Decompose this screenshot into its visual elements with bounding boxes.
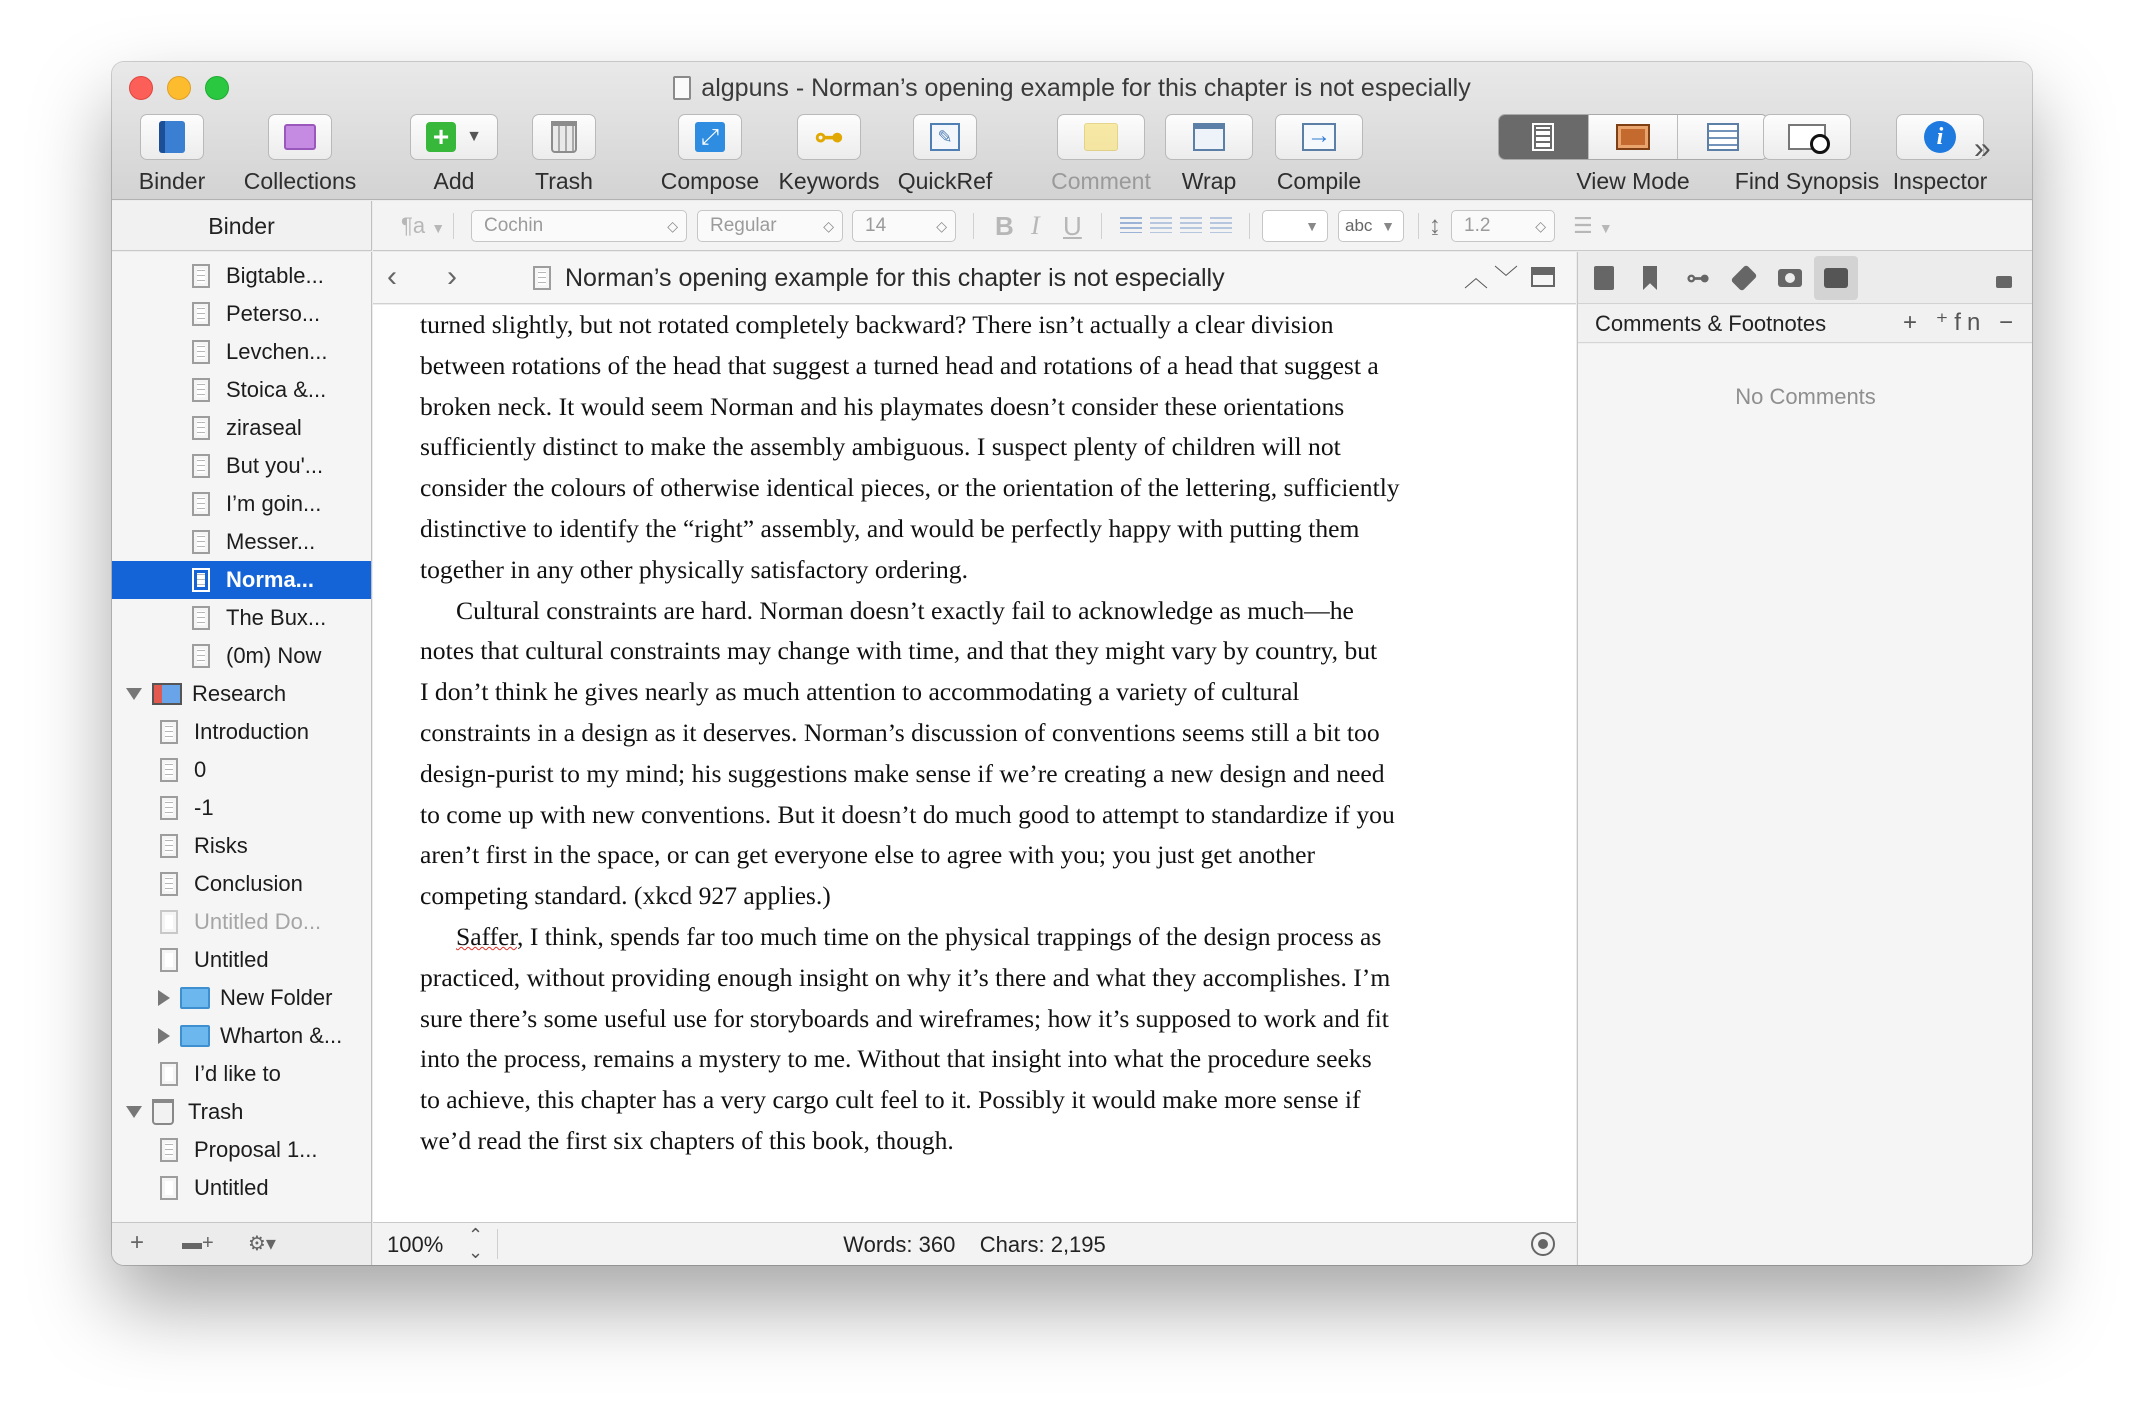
binder-item-label: Conclusion <box>194 871 303 896</box>
binder-button[interactable] <box>127 114 217 195</box>
text-line: we’d read the first six chapters of this book, though. <box>420 1125 954 1155</box>
binder-item-label: I’d like to <box>194 1061 281 1086</box>
view-mode-label: View Mode <box>1576 168 1690 194</box>
binder-item-label: (0m) Now <box>226 643 322 668</box>
compile-label: Compile <box>1276 168 1362 194</box>
text-line: to achieve, this chapter has a very cargo cult feel to it. Possibly it would make more sense if <box>420 1085 1361 1115</box>
font-family-select[interactable] <box>471 210 687 242</box>
text-line: aren’t first in the space, or can get everyone else to agree with you; you just get another <box>420 840 1315 870</box>
separator <box>453 213 454 239</box>
binder-item-label: Untitled <box>194 947 269 972</box>
highlight-value: abc <box>1345 216 1373 235</box>
binder-item[interactable] <box>112 865 372 903</box>
binder-item[interactable] <box>112 637 372 675</box>
tab-keywords[interactable] <box>1682 262 1714 294</box>
text-line: to come up with new conventions. But it doesn’t do much good to attempt to standardize if you <box>420 799 1395 829</box>
document-icon <box>160 796 178 820</box>
separator <box>1101 213 1102 239</box>
comment-label: Comment <box>1051 168 1151 194</box>
font-style-value: Regular <box>710 215 777 236</box>
binder-item[interactable] <box>112 827 372 865</box>
tag-icon <box>1731 265 1758 292</box>
text-line: distinctive to identify the “right” assembly, and would be perfectly happy with putting them <box>420 513 1360 543</box>
text-line: together in any other physically satisfactory ordering. <box>420 554 968 584</box>
lock-icon <box>1996 276 2012 288</box>
compose-icon: ⤢ <box>695 122 725 152</box>
document-icon <box>192 492 210 516</box>
add-button[interactable] <box>409 114 499 195</box>
app-window <box>112 62 2032 1265</box>
separator <box>1249 213 1250 239</box>
paragraph-style-label: ¶a <box>401 213 426 238</box>
document-icon <box>160 720 178 744</box>
line-spacing-icon: ↨ <box>1429 212 1441 239</box>
binder-label: Binder <box>138 168 206 194</box>
find-synopsis-icon <box>1788 124 1826 150</box>
binder-item-label: Levchen... <box>226 339 328 364</box>
binder-item[interactable] <box>112 599 372 637</box>
disclosure-triangle-icon[interactable] <box>158 990 170 1006</box>
binder-item[interactable] <box>112 447 372 485</box>
underline-button[interactable]: U <box>1063 211 1082 241</box>
separator <box>1418 213 1419 239</box>
word-count: Words: 360 <box>843 1232 956 1257</box>
binder-item[interactable] <box>112 333 372 371</box>
find-synopsis-label: Find Synopsis <box>1734 168 1880 194</box>
binder-item-label: Messer... <box>226 529 316 554</box>
binder-header: Binder <box>112 201 372 251</box>
view-mode-corkboard[interactable] <box>1589 115 1679 159</box>
trash-button[interactable] <box>519 114 609 195</box>
notes-icon <box>1594 266 1614 290</box>
split-editor-icon[interactable] <box>1531 267 1555 287</box>
settings-menu-button[interactable]: ⚙▾ <box>248 1233 276 1255</box>
trash-icon <box>152 1099 174 1125</box>
binder-item-label: Risks <box>194 833 248 858</box>
folder-icon <box>180 1025 210 1047</box>
binder-item-label: Research <box>192 681 287 706</box>
chevron-down-icon: ▼ <box>1598 220 1613 236</box>
comment-actions[interactable]: + ⁺fn − <box>1902 309 2019 336</box>
document-icon <box>192 302 210 326</box>
collections-icon <box>284 124 316 150</box>
add-folder-button[interactable]: ▬+ <box>182 1232 214 1254</box>
inspector-panel <box>1577 252 2032 1265</box>
font-size-value: 14 <box>865 215 887 236</box>
comments-header <box>1578 305 2032 343</box>
text-line: constraints in a design as it deserves. Norman’s discussion of conventions seems still a bit too <box>420 717 1380 747</box>
binder-item[interactable] <box>112 409 372 447</box>
binder-item-label: I’m goin... <box>226 491 322 516</box>
wrap-icon <box>1193 123 1225 151</box>
window-title-text: algpuns - Norman’s opening example for this chapter is not especially <box>701 74 1471 102</box>
binder-item[interactable] <box>112 903 372 941</box>
prev-next-document-buttons[interactable]: ︿﹀ <box>1464 265 1524 292</box>
document-body[interactable] <box>420 305 1530 1162</box>
italic-button[interactable]: I <box>1031 211 1040 240</box>
binder-sidebar <box>112 252 372 1222</box>
quickref-icon: ✎ <box>930 123 960 151</box>
lock-button[interactable] <box>1988 262 2020 294</box>
tab-notes[interactable] <box>1588 262 1620 294</box>
binder-item-label: The Bux... <box>226 605 327 630</box>
binder-item-label: Norma... <box>226 567 315 592</box>
line-spacing-value: 1.2 <box>1464 215 1491 236</box>
document-icon <box>160 834 178 858</box>
binder-item[interactable] <box>112 295 372 333</box>
quickref-button[interactable] <box>895 114 995 195</box>
word-char-count <box>373 1232 1576 1258</box>
binder-item[interactable] <box>112 1169 372 1207</box>
text-line: I don’t think he gives nearly as much attention to accommodating a variety of cultural <box>420 677 1300 707</box>
stepper-icon: ◇ <box>667 218 678 234</box>
document-icon <box>160 1138 178 1162</box>
collections-label: Collections <box>243 168 357 194</box>
wrap-button[interactable] <box>1164 114 1254 195</box>
binder-research-folder[interactable] <box>112 675 372 713</box>
inspector-tabs <box>1578 252 2032 304</box>
document-title-text: Norman’s opening example for this chapter is not especially <box>565 264 1225 292</box>
list-style-menu[interactable] <box>1573 210 1613 244</box>
text-line: into the process, remains a mystery to me. Without that insight into what the procedure seeks <box>420 1044 1372 1074</box>
binder-item[interactable] <box>112 789 372 827</box>
comment-icon <box>1084 123 1118 151</box>
binder-item[interactable] <box>112 523 372 561</box>
window-title <box>112 72 2032 104</box>
binder-item-label: Peterso... <box>226 301 321 326</box>
toolbar-overflow-icon[interactable]: » <box>1974 132 1991 165</box>
binder-folder[interactable] <box>112 979 372 1017</box>
document-icon <box>673 76 691 100</box>
char-count: Chars: 2,195 <box>979 1232 1106 1257</box>
binder-item[interactable] <box>112 751 372 789</box>
folder-icon <box>180 987 210 1009</box>
document-icon <box>160 758 178 782</box>
text-line: practiced, without providing enough insight on why it’s there and what they accomplishes. I’m <box>420 962 1391 992</box>
list-icon: ☰ <box>1573 213 1593 238</box>
target-icon[interactable] <box>1531 1232 1555 1256</box>
inspector-label: Inspector <box>1892 168 1988 194</box>
bold-button[interactable]: B <box>995 211 1014 241</box>
text-run: , I think, spends far too much time on the physical trappings of the design process as <box>517 921 1382 951</box>
compose-button[interactable] <box>660 114 760 195</box>
format-bar <box>373 201 2032 251</box>
binder-item-label: Trash <box>188 1099 244 1124</box>
font-size-select[interactable] <box>852 210 956 242</box>
blank-document-icon <box>160 1062 178 1086</box>
editor-text-area[interactable] <box>373 305 1576 1222</box>
font-family-value: Cochin <box>484 215 544 236</box>
text-line <box>420 917 1530 958</box>
key-icon: ⊶ <box>1686 264 1710 292</box>
binder-folder[interactable] <box>112 1017 372 1055</box>
key-icon: ⊶ <box>814 120 844 154</box>
binder-item[interactable] <box>112 1055 372 1093</box>
chevron-down-icon: ▼ <box>466 128 482 145</box>
align-justify-icon[interactable] <box>1210 217 1232 233</box>
keywords-label: Keywords <box>778 168 880 194</box>
camera-icon <box>1778 269 1802 287</box>
binder-item[interactable] <box>112 485 372 523</box>
bookmark-icon <box>1643 266 1657 290</box>
document-icon <box>192 530 210 554</box>
blank-document-icon <box>160 948 178 972</box>
document-icon <box>192 264 210 288</box>
trash-icon <box>551 121 577 153</box>
text-line: broken neck. It would seem Norman and his playmates doesn’t consider these orientations <box>420 391 1345 421</box>
document-icon <box>192 340 210 364</box>
binder-icon <box>159 121 185 153</box>
comment-button[interactable] <box>1041 114 1161 195</box>
stepper-icon: ◇ <box>1535 218 1546 234</box>
line-spacing-select[interactable] <box>1451 210 1555 242</box>
text-line: sufficiently distinct to make the assembly ambiguous. I suspect plenty of children will not <box>420 432 1341 462</box>
align-right-icon[interactable] <box>1180 217 1202 233</box>
text-line: notes that cultural constraints may change with time, and that they might vary by country, but <box>420 636 1378 666</box>
document-view-icon <box>1532 123 1554 151</box>
binder-trash-folder[interactable] <box>112 1093 372 1131</box>
tab-bookmarks[interactable] <box>1634 262 1666 294</box>
binder-item-selected[interactable] <box>112 561 372 599</box>
editor-header <box>373 252 1576 304</box>
binder-item-label: But you'... <box>226 453 324 478</box>
chevron-down-icon: ▼ <box>431 220 446 236</box>
binder-item[interactable] <box>112 713 372 751</box>
separator <box>973 213 974 239</box>
disclosure-triangle-icon[interactable] <box>126 688 142 700</box>
zoom-stepper-icon[interactable]: ⌃ ⌄ <box>468 1225 484 1262</box>
tab-metadata[interactable] <box>1728 262 1760 294</box>
text-line: Cultural constraints are hard. Norman doesn’t exactly fail to acknowledge as much—he <box>456 595 1354 625</box>
quickref-label: QuickRef <box>897 168 993 194</box>
tab-snapshots[interactable] <box>1774 262 1806 294</box>
forward-button[interactable]: › <box>447 260 457 293</box>
text-color-select[interactable] <box>1262 210 1328 242</box>
binder-item-label: Introduction <box>194 719 309 744</box>
binder-item-label: Untitled <box>194 1175 269 1200</box>
compile-icon: → <box>1302 123 1336 151</box>
back-button[interactable]: ‹ <box>387 260 397 293</box>
binder-item[interactable] <box>112 941 372 979</box>
compile-button[interactable] <box>1269 114 1369 195</box>
binder-item-label: Proposal 1... <box>194 1137 318 1162</box>
blank-document-icon <box>160 1176 178 1200</box>
align-center-icon[interactable] <box>1150 217 1172 233</box>
stepper-icon: ◇ <box>936 218 947 234</box>
document-icon <box>192 378 210 402</box>
binder-item-label: Bigtable... <box>226 263 324 288</box>
binder-item[interactable] <box>112 257 372 295</box>
binder-item-label: Untitled Do... <box>194 909 322 934</box>
align-left-icon[interactable] <box>1120 217 1142 233</box>
collections-button[interactable] <box>238 114 362 195</box>
stepper-icon: ◇ <box>823 218 834 234</box>
comments-section-title: Comments & Footnotes <box>1595 311 1827 336</box>
paragraph-style-menu[interactable] <box>401 210 445 244</box>
keywords-button[interactable] <box>776 114 882 195</box>
compose-label: Compose <box>660 168 760 194</box>
find-synopsis-button[interactable] <box>1732 114 1882 195</box>
empty-state: No Comments <box>1735 384 1876 409</box>
document-icon <box>192 568 210 592</box>
text-line: turned slightly, but not rotated completely backward? There isn’t actually a clear division <box>420 310 1334 339</box>
document-icon <box>192 606 210 630</box>
font-style-select[interactable] <box>697 210 843 242</box>
trash-label: Trash <box>535 168 593 194</box>
view-mode-document[interactable] <box>1499 115 1589 159</box>
research-icon <box>152 683 182 705</box>
document-icon <box>533 266 551 290</box>
info-icon: i <box>1924 121 1956 153</box>
binder-item-label: -1 <box>194 795 214 820</box>
comment-bubble-icon <box>1824 268 1848 288</box>
misspelled-word[interactable]: Saffer <box>456 921 518 951</box>
blank-document-icon <box>160 910 178 934</box>
disclosure-triangle-icon[interactable] <box>126 1106 142 1118</box>
add-label: Add <box>433 168 475 194</box>
binder-item-label: New Folder <box>220 985 333 1010</box>
add-icon: + <box>426 122 456 152</box>
document-icon <box>192 416 210 440</box>
document-title <box>533 264 1225 293</box>
corkboard-icon <box>1616 124 1650 150</box>
chevron-down-icon: ▼ <box>1381 218 1395 234</box>
binder-item[interactable] <box>112 1131 372 1169</box>
chevron-down-icon: ▼ <box>1305 218 1319 234</box>
text-line: consider the colours of otherwise identical pieces, or the orientation of the lettering, sufficiently <box>420 473 1400 503</box>
toolbar <box>112 62 2032 200</box>
text-line: sure there’s some useful use for storyboards and wireframes; how it’s supposed to work and fit <box>420 1003 1389 1033</box>
binder-item-label: 0 <box>194 757 207 782</box>
wrap-label: Wrap <box>1181 168 1237 194</box>
comments-list <box>1578 344 2032 1265</box>
highlight-select[interactable] <box>1338 210 1404 242</box>
editor-footer <box>373 1222 1576 1265</box>
zoom-level[interactable]: 100% <box>387 1232 444 1257</box>
binder-item-label: Stoica &... <box>226 377 327 402</box>
binder-item[interactable] <box>112 371 372 409</box>
binder-footer <box>112 1222 372 1265</box>
document-icon <box>160 872 178 896</box>
binder-item-label: Wharton &... <box>220 1023 343 1048</box>
view-mode-control <box>1498 114 1768 195</box>
text-line: between rotations of the head that suggest a turned head and rotations of a head that suggest a <box>420 350 1379 380</box>
add-document-button[interactable]: + <box>130 1229 145 1256</box>
tab-comments[interactable] <box>1814 256 1858 300</box>
binder-item-label: ziraseal <box>226 415 302 440</box>
document-icon <box>192 454 210 478</box>
document-icon <box>192 644 210 668</box>
disclosure-triangle-icon[interactable] <box>158 1028 170 1044</box>
text-line: design-purist to my mind; his suggestions make sense if we’re creating a new design and need <box>420 758 1385 788</box>
text-line: competing standard. (xkcd 927 applies.) <box>420 881 831 911</box>
